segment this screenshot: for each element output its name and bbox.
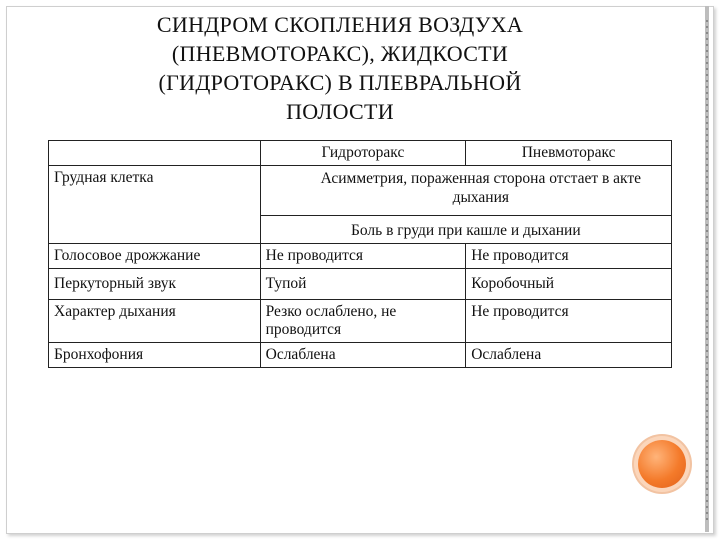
- cell-chest-asymmetry: Асимметрия, пораженная сторона отстает в акте дыхания: [260, 166, 671, 216]
- cell-pneumo: Коробочный: [466, 269, 672, 300]
- slide-title: [80, 10, 600, 126]
- orange-circle-decoration: [638, 440, 686, 488]
- table-row: [49, 300, 672, 343]
- table-row: [49, 269, 672, 300]
- cell-hydro: Тупой: [260, 269, 466, 300]
- cell-chest-pain: Боль в груди при кашле и дыхании: [260, 216, 671, 244]
- table-row-chest: [49, 166, 672, 216]
- title-line-4: ПОЛОСТИ: [286, 99, 394, 124]
- row-label: Характер дыхания: [49, 300, 261, 343]
- row-label: Бронхофония: [49, 343, 261, 368]
- cell-pneumo: Ослаблена: [466, 343, 672, 368]
- cell-hydro: Ослаблена: [260, 343, 466, 368]
- comparison-table: [48, 140, 672, 368]
- right-decor-dots: [706, 20, 708, 520]
- cell-hydro: Резко ослаблено, не проводится: [260, 300, 466, 343]
- header-pneumothorax: Пневмоторакс: [466, 141, 672, 166]
- title-line-1: СИНДРОМ СКОПЛЕНИЯ ВОЗДУХА: [156, 12, 524, 37]
- header-hydrothorax: Гидроторакс: [260, 141, 466, 166]
- cell-hydro: Не проводится: [260, 244, 466, 269]
- row-label-chest: Грудная клетка: [49, 166, 261, 244]
- title-line-2: (ПНЕВМОТОРАКС), ЖИДКОСТИ: [171, 41, 509, 66]
- title-line-3: (ГИДРОТОРАКС) В ПЛЕВРАЛЬНОЙ: [158, 70, 522, 95]
- row-label: Голосовое дрожжание: [49, 244, 261, 269]
- cell-pneumo: Не проводится: [466, 300, 672, 343]
- cell-pneumo: Не проводится: [466, 244, 672, 269]
- row-label: Перкуторный звук: [49, 269, 261, 300]
- header-empty-cell: [49, 141, 261, 166]
- table-row: [49, 343, 672, 368]
- table-row: [49, 244, 672, 269]
- table-header-row: [49, 141, 672, 166]
